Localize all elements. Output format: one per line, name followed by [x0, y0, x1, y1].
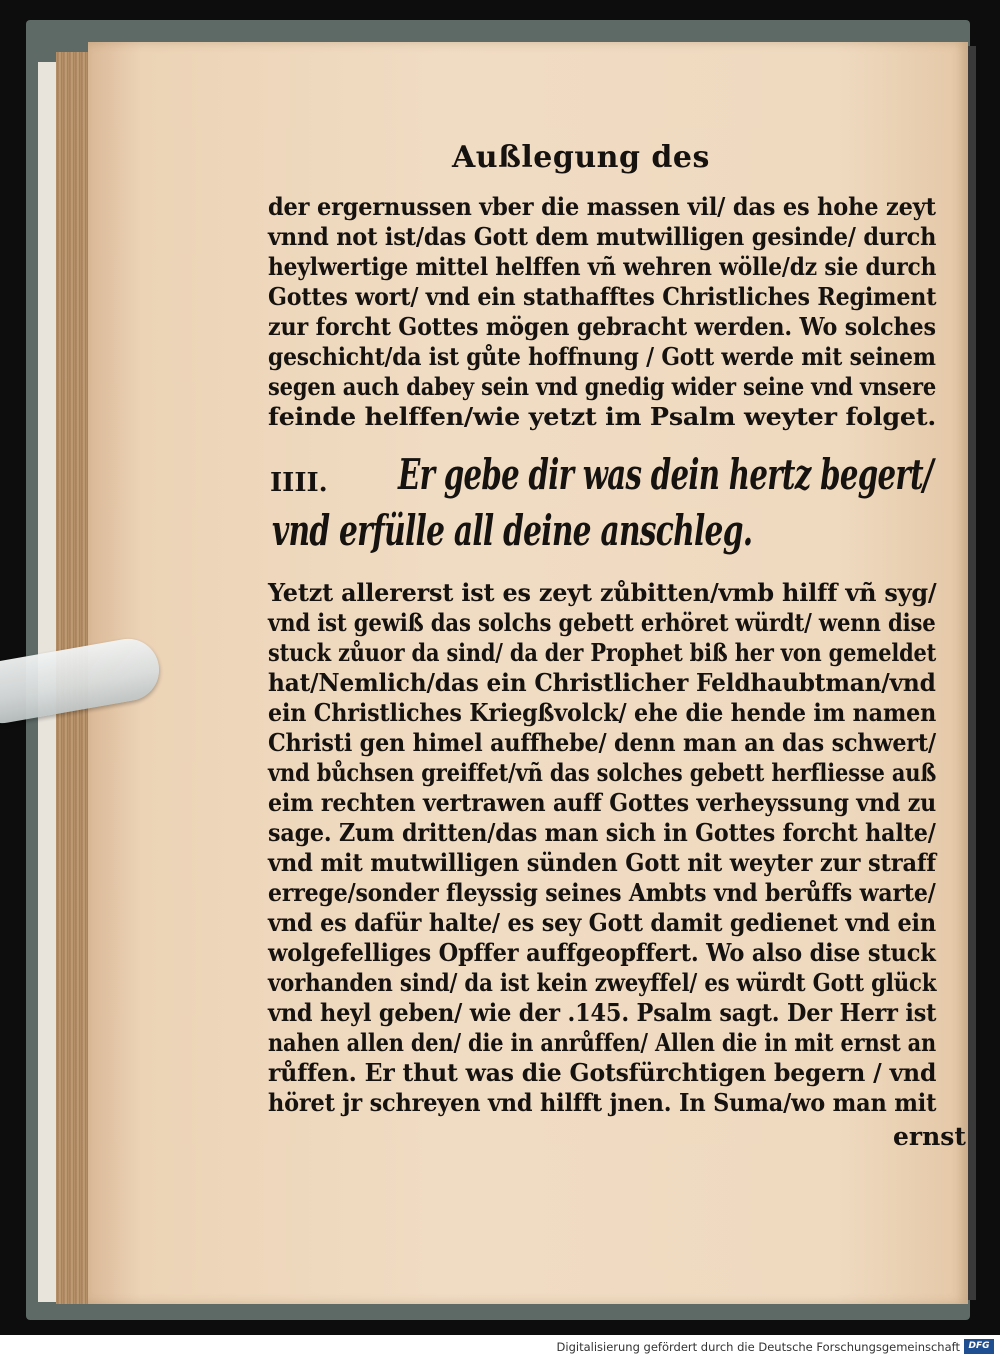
commentary-line: ein Christliches Kriegßvolck/ ehe die hende im namen	[268, 698, 937, 727]
verse-line: Er gebe dir was dein hertz begert/	[398, 450, 933, 499]
commentary-line: Yetzt allererst ist es zeyt zůbitten/vmb hilff vñ syg/	[268, 578, 937, 607]
body-line: der ergernussen vber die massen vil/ das es hohe zeyt	[268, 192, 936, 221]
commentary-line: vnd es dafür halte/ es sey Gott damit gedienet vnd ein	[268, 908, 936, 937]
commentary-line: sage. Zum dritten/das man sich in Gottes forcht halte/	[268, 818, 936, 847]
commentary-line: eim rechten vertrawen auff Gottes verheyssung vnd zu	[268, 788, 937, 817]
body-line: vnnd not ist/das Gott dem mutwilligen gesinde/ durch	[268, 222, 937, 251]
commentary-line: höret jr schreyen vnd hilfft jnen. In Suma/wo man mit	[268, 1088, 937, 1117]
body-line: heylwertige mittel helffen vñ wehren wölle/dz sie durch	[268, 252, 937, 281]
body-line: geschicht/da ist gůte hoffnung / Gott werde mit seinem	[268, 342, 936, 371]
commentary-line: Christi gen himel auffhebe/ denn man an das schwert/	[268, 728, 936, 757]
running-head: Außlegung des	[452, 140, 710, 175]
footer-credit: Digitalisierung gefördert durch die Deutsche Forschungsgemeinschaft	[556, 1340, 960, 1354]
body-line: zur forcht Gottes mögen gebracht werden. Wo solches	[268, 312, 936, 341]
section-number: IIII.	[270, 468, 328, 498]
body-line: feinde helffen/wie yetzt im Psalm weyter folget.	[268, 402, 937, 431]
commentary-line: vnd ist gewiß das solchs gebett erhöret würdt/ wenn dise	[268, 608, 936, 637]
commentary-line: wolgefelliges Opffer auffgeopffert. Wo also dise stuck	[268, 938, 936, 967]
commentary-line: vnd bůchsen greiffet/vñ das solches gebett herfliesse auß	[268, 758, 937, 787]
commentary-line: vnd mit mutwilligen sünden Gott nit weyter zur straff	[268, 848, 936, 877]
commentary-line: vorhanden sind/ da ist kein zweyffel/ es würdt Gott glück	[268, 968, 937, 997]
dfg-logo-icon[interactable]: DFG	[964, 1339, 994, 1354]
commentary-line: stuck zůuor da sind/ da der Prophet biß her von gemeldet	[268, 638, 937, 667]
binding-edge	[968, 46, 976, 1300]
body-line: Gottes wort/ vnd ein stathafftes Christliches Regiment	[268, 282, 937, 311]
body-line: segen auch dabey sein vnd gnedig wider seine vnd vnsere	[268, 372, 937, 401]
commentary-line: nahen allen den/ die in anrůffen/ Allen die in mit ernst an	[268, 1028, 937, 1057]
catchword: ernst	[893, 1122, 966, 1151]
commentary-line: errege/sonder fleyssig seines Ambts vnd berůffs warte/	[268, 878, 936, 907]
commentary-line: vnd heyl geben/ wie der .145. Psalm sagt. Der Herr ist	[268, 998, 937, 1027]
verse-line: vnd erfülle all deine anschleg.	[272, 506, 753, 555]
commentary-line: hat/Nemlich/das ein Christlicher Feldhaubtman/vnd	[268, 668, 936, 697]
commentary-line: růffen. Er thut was die Gotsfürchtigen begern / vnd	[268, 1058, 937, 1087]
